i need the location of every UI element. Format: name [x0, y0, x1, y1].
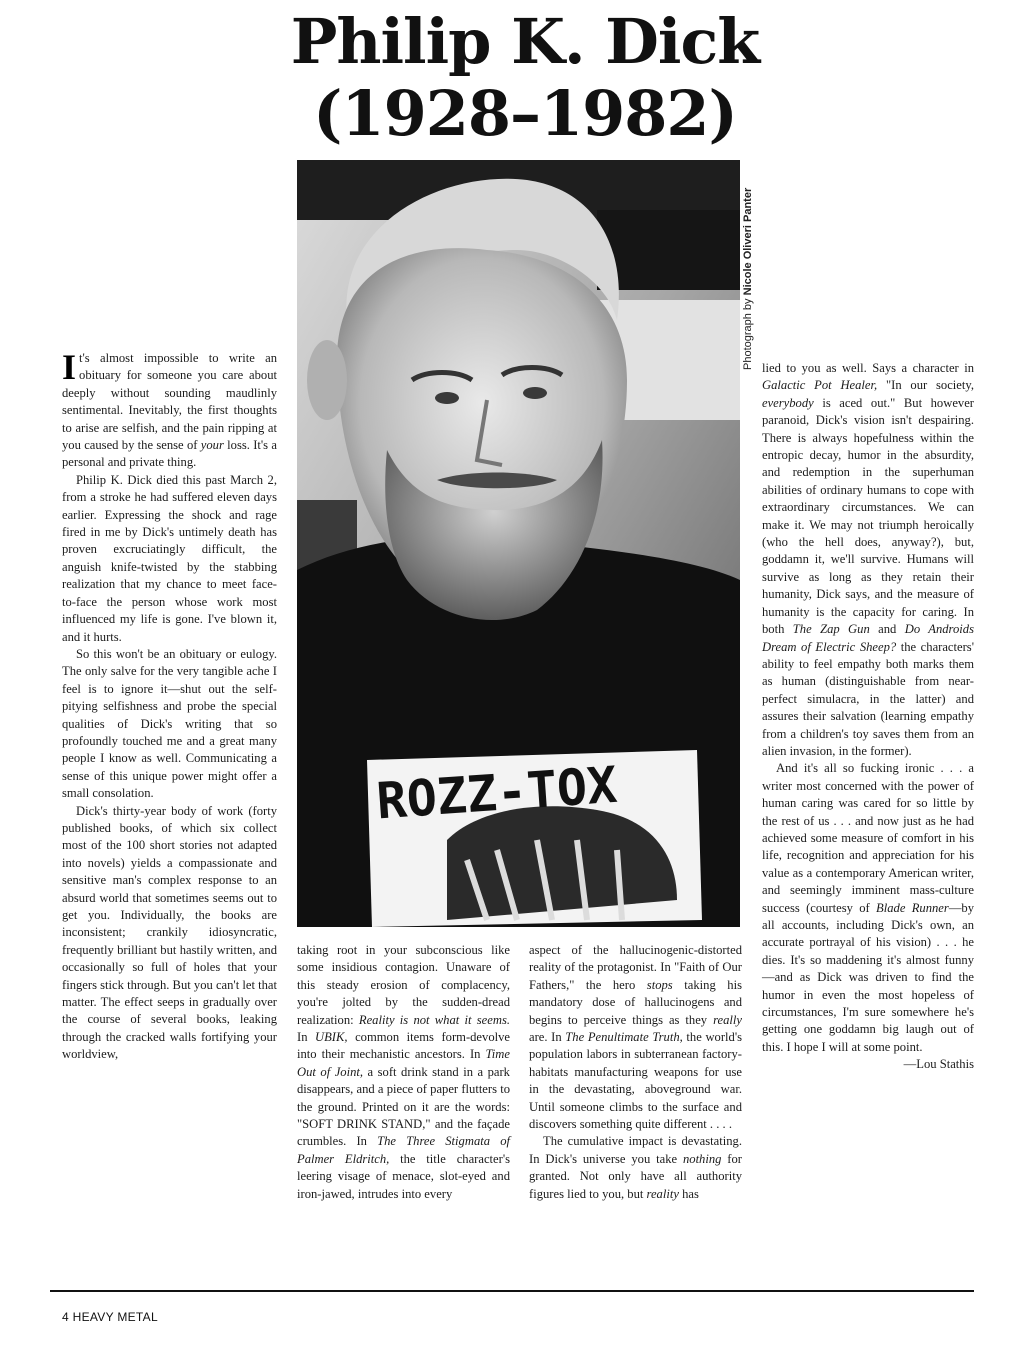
magazine-name: HEAVY METAL — [72, 1310, 158, 1324]
paragraph: aspect of the hallucinogenic-distorted reality of the protagonist. In "Faith of Our Fathers," the hero stops taking his mandatory dose of hallucinogens and begins to perceive things as they really are. In The Penultimate Truth, the world's population labors in subterranean factory-habitats manufacturing weapons for use in the devastating, aboveground war. Until someone climbs to the surface and discovers something quite different . . . . — [529, 943, 742, 1132]
title-dates: (1928–1982) — [313, 77, 737, 150]
paragraph: lied to you as well. Says a character in Galactic Pot Healer, "In our society, everybody is aced out." But however paranoid, Dick's vision isn't despairing. There is always hopefulness within the entropic decay, humor in the absurdity, and redemption in the superhuman abilities of ordinary humans to cope with extraordinary circumstances. We can make it. We may not triumph heroically (who the hell does, anyway?), but, goddamn it, we'll survive. Humans will survive as long as they retain their humanity, Dick says, and the measure of humanity is the capacity for caring. In both The Zap Gun and Do Androids Dream of Electric Sheep? the characters' ability to feel empathy both marks them as human (distinguishable from near-perfect simulacra, in the latter) and assures their salvation (learning empathy from a children's toy saves them from an alien invasion, in the former). — [762, 361, 975, 758]
photo-credit-prefix: Photograph by — [742, 295, 754, 370]
paragraph: taking root in your subconscious like some insidious contagion. Unaware of this steady erosion of complacency, you're jolted by the sudden-dread realization: Reality is not what it seems. In UBIK, common items form-devolve into their mechanistic ancestors. In Time Out of Joint, a soft drink stand in a park disappears, and a piece of paper flutters to the ground. Printed on it are the words: "SOFT DRINK STAND," and the façade crumbles. In The Three Stigmata of Palmer Eldritch, the title character's leering visage of menace, slot-eyed and iron-jawed, intrudes into every — [297, 943, 511, 1201]
photo-illustration — [297, 160, 740, 927]
photo-credit — [740, 160, 756, 370]
paragraph: Philip K. Dick died this past March 2, from a stroke he had suffered eleven days earlier. Expressing the shock and rage fired in me by Dick's untimely death has proven excruciatingly difficult, the anguish knife-twisted by the stabbing realization that my chance to meet face-to-face the person whose work most influenced my life is gone. I've blown it, and it hurts. — [62, 472, 277, 644]
drop-cap: I — [62, 347, 77, 387]
author-photograph — [297, 160, 740, 927]
article-column-1 — [62, 347, 277, 1064]
paragraph: The cumulative impact is devastating. In Dick's universe you take nothing for granted. Not only have all authority figures lied to you, but reality has — [529, 1134, 742, 1201]
page-title — [255, 6, 795, 150]
article-column-3 — [529, 942, 742, 1203]
title-name: Philip K. Dick — [290, 5, 760, 78]
author-signature: —Lou Stathis — [903, 1057, 974, 1072]
shirt-text: ROZZ-TOX — [374, 755, 620, 831]
page-number: 4 — [62, 1310, 69, 1324]
paragraph: And it's all so fucking ironic . . . a writer most concerned with the power of human caring was cared for so little by the rest of us . . . and now just as he had achieved some measure of comfort in his life, recognition and appreciation for his value as a contemporary American writer, and seemingly imminent mass-culture success (courtesy of Blade Runner—by all accounts, including Dick's own, an accurate portrayal of his vision) . . . he dies. It's so maddening it's almost funny—and as Dick was driven to find the humor in even the most hopeless of circumstances, I'm sure somewhere he's getting one goddamn big laugh out of this. I hope I will at some point. — [762, 761, 974, 1054]
paragraph: It's almost impossible to write an obituary for someone you care about deeply without sounding maudlinly sentimental. Inevitably, the first thoughts to arise are selfish, and the pain ripping at you caused by the sense of your loss. It's a personal and private thing. — [62, 347, 277, 470]
paragraph: Dick's thirty-year body of work (forty published books, of which six collect most of the 100 short stories not adapted into novels) yields a compassionate and sensitive man's complex response to an absurd world that sometimes seems out to get you. Individually, the books are inconsistent; crankily idiosyncratic, frequently brilliant but hastily written, and occasionally so full of holes that your fingers stick through. But you can't let that matter. The effect seeps in gradually over the course of several books, leaking through the cracked walls fortifying your worldview, — [62, 803, 277, 1062]
article-column-4 — [762, 360, 974, 1074]
photographer-name: Nicole Oliveri Panter — [742, 187, 754, 296]
article-column-2 — [297, 942, 510, 1203]
page-folio — [62, 1310, 158, 1324]
paragraph: So this won't be an obituary or eulogy. The only salve for the very tangible ache I feel is to ignore it—shut out the self-pitying selfishness and probe the special qualities of Dick's writing that so profoundly touched me and a great many people I know as well. Communicating a sense of this unique power might offer a small consolation. — [62, 646, 277, 801]
footer-rule — [50, 1290, 974, 1292]
